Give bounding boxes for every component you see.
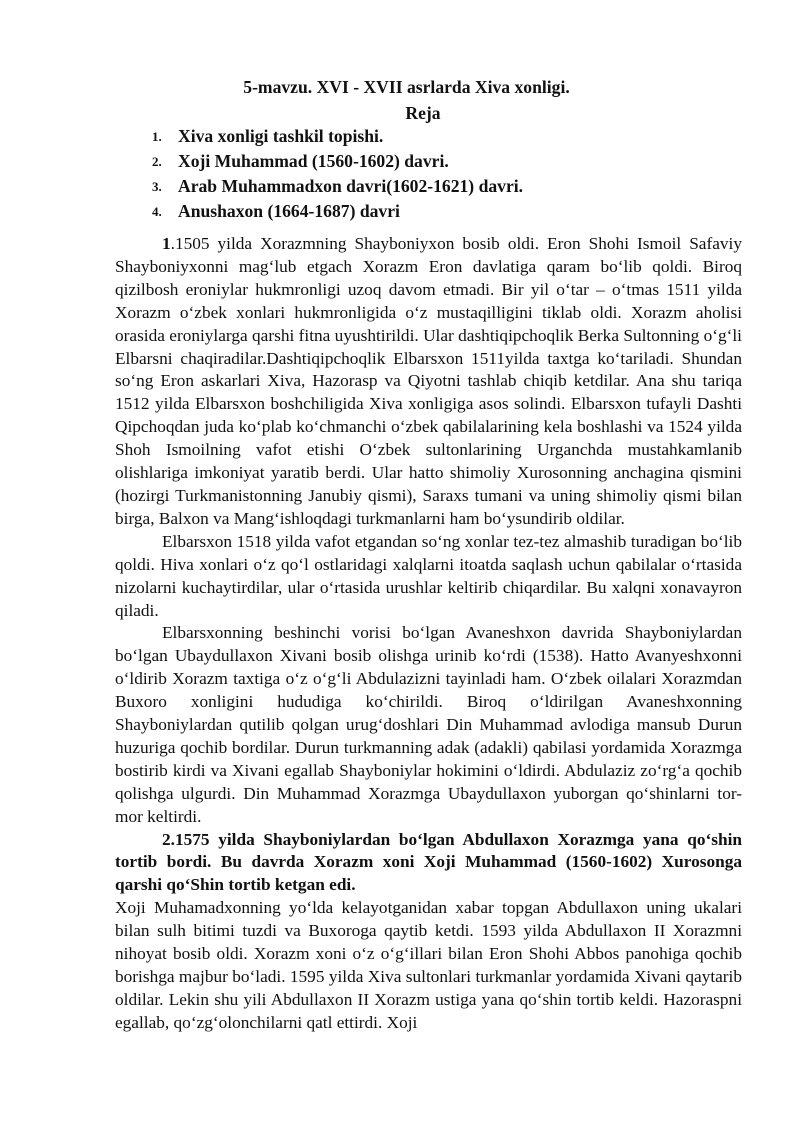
paragraph-2: Elbarsxon 1518 yilda vafot etgandan so‘ng xonlar tez-tez almashib turadigan bo‘lib qoldi. Hiva xonlari o‘z qo‘l ostlaridagi xalqlarni itoatda saqlash uchun qabilalar o‘rtasida nizolarni kuchaytirdilar, ular o‘rtasida urushlar keltirib chiqardilar. Bu xalqni xonavayron qiladi.: [115, 531, 742, 620]
paragraph-1-number: 1: [162, 234, 171, 253]
plan-item-number: 4.: [152, 204, 162, 219]
paragraph-1-text: .1505 yilda Xorazmning Shayboniyxon bosib oldi. Eron Shohi Ismoil Safaviy Shayboniyxonni mag‘lub etgach Xorazm Eron davlatiga qaram bo‘lib qoldi. Biroq qizilbosh eroniylar hukmronligi uzoq davom etmadi. Bir yil o‘tar – o‘tmas 1511 yilda Xorazm o‘zbek xonlari hukmronligida o‘z mustaqilligini tiklab oldi. Xorazm aholisi orasida eroniylarga qarshi fitna uyushtirildi. Ular dashtiqipchoqlik Berka Sultonning o‘g‘li Elbarsni chaqiradilar.Dashtiqipchoqlik Elbarsxon 1511yilda taxtga ko‘tariladi. Shundan so‘ng Eron askarlari Xiva, Hazorasp va Qiyotni tashlab chiqib ketdilar. Ana shu tariqa 1512 yilda Elbarsxon boshchiligida Xiva xonligiga asos solindi. Elbarsxon tufayli Dashti Qipchoqdan juda ko‘plab ko‘chmanchi o‘zbek qabilalarining kela boshlashi va 1524 yilda Shoh Ismoilning vafot etishi O‘zbek sultonlarining Urganchda mustahkamlanib olishlariga imkoniyat yaratib berdi. Ular hatto shimoliy Xurosonning anchagina qismini (hozirgi Turkmanistonning Janubiy qismi), Saraxs tumani va uning shimoliy qismi bilan birga, Balxon va Mang‘ishloqdagi turkmanlarni ham bo‘ysundirib oldilar.: [115, 234, 742, 528]
plan-item-number: 2.: [152, 154, 162, 169]
paragraph-3: Elbarsxonning beshinchi vorisi bo‘lgan Avaneshxon davrida Shayboniylardan bo‘lgan Ubaydullaxon Xivani bosib olishga urinib ko‘rdi (1538). Hatto Avanyeshxonni o‘ldirib Xorazm taxtiga o‘z o‘g‘li Abdulazizni tayinladi ham. O‘zbek oilalari Xorazmdan Buxoro xonligini hududiga ko‘chirildi. Biroq o‘ldirilgan Avaneshxonning Shayboniylardan qutilib qolgan urug‘doshlari Din Muhammad avlodiga mansub Durun huzuriga qochib bordilar. Durun turkmanning adak (adakli) qabilasi yordamida Xorazmga bostirib kirdi va Xivani egallab Shayboniylar hokimini o‘ldirdi. Abdulaziz zo‘rg‘a qochib qolishga ulgurdi. Din Muhammad Xorazmga Ubaydullaxon yuborgan qo‘shinlarni tor-mor keltirdi.: [115, 623, 742, 826]
plan-item-text: Xiva xonligi tashkil topishi.: [178, 126, 384, 146]
body-text: [115, 233, 742, 1035]
paragraph-4: 2.1575 yilda Shayboniylardan bo‘lgan Abdullaxon Xorazmga yana qo‘shin tortib bordi. Bu davrda Xorazm xoni Xoji Muhammad (1560-1602) Xurosonga qarshi qo‘Shin tortib ketgan edi.: [115, 829, 742, 895]
document-title: 5-mavzu. XVI - XVII asrlarda Xiva xonligi.: [243, 77, 570, 97]
plan-item-text: Arab Muhammadxon davri(1602-1621) davri.: [178, 176, 524, 196]
plan-item-text: Xoji Muhammad (1560-1602) davri.: [178, 151, 449, 171]
plan-item-number: 1.: [152, 129, 162, 144]
plan-item-number: 3.: [152, 179, 162, 194]
paragraph-1: [115, 233, 742, 531]
plan-item-text: Anushaxon (1664-1687) davri: [178, 201, 400, 221]
paragraph-5: Xoji Muhamadxonning yo‘lda kelayotganidan xabar topgan Abdullaxon uning ukalari bilan sulh bitimi tuzdi va Buxoroga qaytib ketdi. 1593 yilda Abdullaxon II Xorazmni nihoyat bosib oldi. Xorazm xoni o‘z o‘g‘illari bilan Eron Shohi Abbos panohiga qochib borishga majbur bo‘ladi. 1595 yilda Xiva sultonlari turkmanlar yordamida Xivani qaytarib oldilar. Lekin shu yili Abdullaxon II Xorazm ustiga yana qo‘shin tortib keldi. Hazoraspni egallab, qo‘zg‘olonchilarni qatl ettirdi. Xoji: [115, 898, 742, 1032]
plan-heading: Reja: [405, 103, 441, 123]
